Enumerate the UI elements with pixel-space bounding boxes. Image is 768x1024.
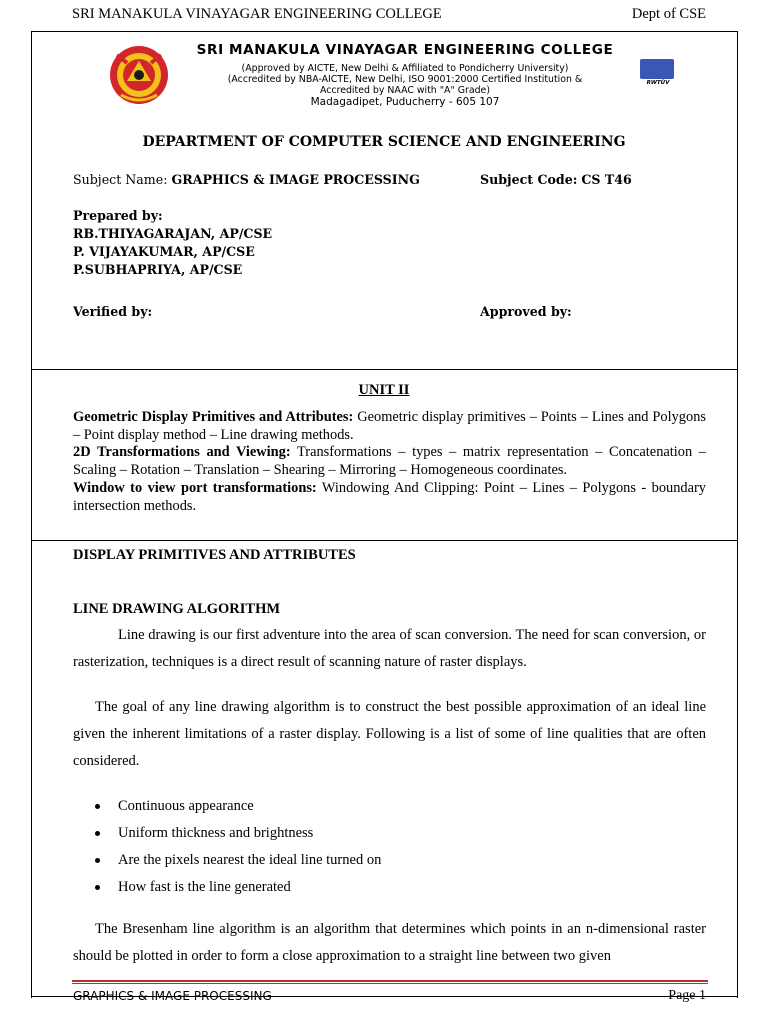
list-item-text: How fast is the line generated (118, 879, 291, 895)
subject-code-value: CS T46 (581, 172, 632, 187)
page-footer (73, 988, 706, 1004)
department-title: DEPARTMENT OF COMPUTER SCIENCE AND ENGINEERING (142, 134, 626, 150)
topic-heading: Window to view port transformations: (73, 479, 317, 496)
subject-name-label: Subject Name: (73, 172, 168, 187)
bullet-icon (95, 804, 100, 809)
footer-rule (72, 980, 708, 982)
naac-line: Accredited by NAAC with "A" Grade) (320, 85, 490, 96)
line-qualities-list (73, 793, 573, 901)
list-item (73, 820, 573, 847)
footer-subject: GRAPHICS & IMAGE PROCESSING (73, 989, 272, 1003)
unit-syllabus (73, 409, 706, 515)
subject-name (73, 172, 420, 187)
topic-text: Windowing And Clipping: Point – Lines – Polygons - boundary intersection methods. (73, 479, 706, 514)
running-header-dept: Dept of CSE (631, 6, 706, 22)
topic-heading: Geometric Display Primitives and Attributes: (73, 409, 354, 425)
paragraph-goal: The goal of any line drawing algorithm is to construct the best possible approximation of an ideal line given the inherent limitations of a raster display. Following is a list of some of line qualities that are often considered. (73, 699, 706, 769)
approved-by-label: Approved by: (480, 304, 572, 319)
prepared-by (73, 207, 272, 279)
list-item-text: Continuous appearance (118, 798, 254, 814)
prepared-by-label: Prepared by: (73, 208, 163, 223)
syllabus-topic (73, 444, 706, 479)
running-header (72, 6, 706, 26)
preparer-name: P.SUBHAPRIYA, AP/CSE (73, 262, 243, 277)
list-item-text: Are the pixels nearest the ideal line turned on (118, 852, 382, 868)
topic-heading: 2D Transformations and Viewing: (73, 444, 291, 461)
approval-line: (Approved by AICTE, New Delhi & Affiliated to Pondicherry University) (241, 63, 569, 74)
verified-by-label: Verified by: (73, 304, 153, 319)
paragraph-bresenham: The Bresenham line algorithm is an algorithm that determines which points in an n-dimensional raster should be plotted in order to form a close approximation to a straight line between two given (73, 921, 706, 964)
bullet-icon (95, 858, 100, 863)
subject-code-label: Subject Code: (480, 172, 578, 187)
tuv-label: RWTÜV (646, 80, 670, 86)
address-line: Madagadipet, Puducherry - 605 107 (310, 96, 500, 108)
bullet-icon (95, 831, 100, 836)
section-heading-line-drawing: LINE DRAWING ALGORITHM (73, 601, 281, 617)
left-border (31, 540, 32, 998)
accreditation-line: (Accredited by NBA-AICTE, New Delhi, ISO 9001:2000 Certified Institution & (227, 74, 583, 85)
college-name: SRI MANAKULA VINAYAGAR ENGINEERING COLLEGE (196, 42, 614, 58)
topic-text: Geometric display primitives – Points – Lines and Polygons – Point display method – Line drawing methods. (73, 409, 706, 443)
list-item (73, 793, 573, 820)
preparer-name: P. VIJAYAKUMAR, AP/CSE (73, 244, 255, 259)
list-item-text: Uniform thickness and brightness (118, 825, 314, 841)
topic-text: Transformations – types – matrix representation – Concatenation – Scaling – Rotation – Translation – Shearing – Mirroring – Homogeneous coordinates. (73, 444, 706, 479)
running-header-college: SRI MANAKULA VINAYAGAR ENGINEERING COLLEGE (72, 6, 442, 22)
section-heading-display-primitives: DISPLAY PRIMITIVES AND ATTRIBUTES (73, 547, 356, 563)
list-item (73, 847, 573, 874)
college-seal-logo (107, 41, 171, 105)
subject-name-value: GRAPHICS & IMAGE PROCESSING (171, 172, 420, 187)
subject-code (480, 172, 632, 187)
paragraph-intro: Line drawing is our first adventure into the area of scan conversion. The need for scan conversion, or rasterization, techniques is a direct result of scanning nature of raster displays. (73, 627, 706, 670)
unit-title: UNIT II (358, 382, 410, 398)
tuv-mark-icon (640, 59, 674, 79)
syllabus-topic (73, 480, 706, 515)
list-item (73, 874, 573, 901)
right-border (737, 540, 738, 998)
bullet-icon (95, 885, 100, 890)
footer-rule (72, 983, 708, 984)
page-number: Page 1 (668, 988, 706, 1003)
tuv-certification-badge (640, 59, 676, 89)
preparer-name: RB.THIYAGARAJAN, AP/CSE (73, 226, 273, 241)
syllabus-topic (73, 409, 706, 444)
